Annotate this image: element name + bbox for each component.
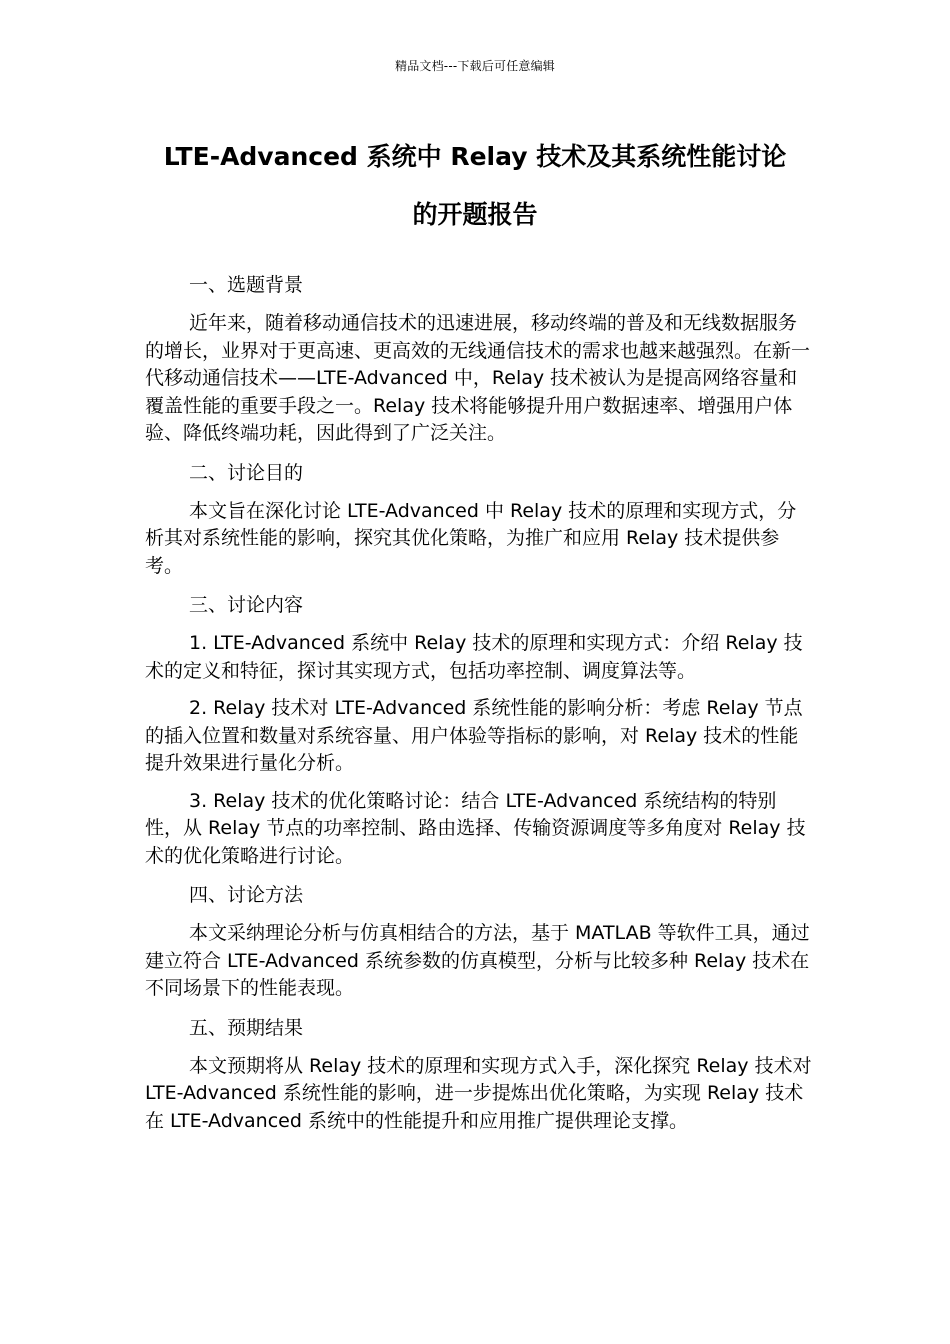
title-line-2: 的开题报告 [412, 200, 538, 229]
section-heading-method: 四、讨论方法 [189, 884, 304, 906]
paragraph-content-item-1: 1. LTE-Advanced 系统中 Relay 技术的原理和实现方式：介绍 Relay 技术的定义和特征，探讨其实现方式，包括功率控制、调度算法等。 [145, 632, 803, 682]
paragraph-content-item-3: 3. Relay 技术的优化策略讨论：结合 LTE-Advanced 系统结构的特别性，从 Relay 节点的功率控制、路由选择、传输资源调度等多角度对 Relay 技术的优化策略进行讨论。 [145, 789, 806, 867]
paragraph-method: 本文采纳理论分析与仿真相结合的方法，基于 MATLAB 等软件工具，通过建立符合 LTE-Advanced 系统参数的仿真模型，分析与比较多种 Relay 技术在不同场景下的性能表现。 [145, 922, 810, 999]
paragraph-purpose: 本文旨在深化讨论 LTE-Advanced 中 Relay 技术的原理和实现方式，分析其对系统性能的影响，探究其优化策略，为推广和应用 Relay 技术提供参考。 [145, 499, 797, 577]
section-heading-content: 三、讨论内容 [189, 594, 304, 616]
section-heading-purpose: 二、讨论目的 [189, 461, 304, 484]
paragraph-content-item-2: 2. Relay 技术对 LTE-Advanced 系统性能的影响分析：考虑 Relay 节点的插入位置和数量对系统容量、用户体验等指标的影响，对 Relay 技术的性能提升效果进行量化分析。 [145, 697, 803, 774]
title-line-1: LTE-Advanced 系统中 Relay 技术及其系统性能讨论 [163, 142, 787, 171]
section-heading-background: 一、选题背景 [189, 274, 304, 296]
document-body [145, 270, 813, 1135]
document-title [140, 135, 810, 237]
section-heading-expected-results: 五、预期结果 [189, 1016, 304, 1039]
header-note: 精品文档---下载后可任意编辑 [395, 59, 555, 73]
paragraph-background: 近年来，随着移动通信技术的迅速进展，移动终端的普及和无线数据服务的增长，业界对于更高速、更高效的无线通信技术的需求也越来越强烈。在新一代移动通信技术——LTE-Advanced 中，Relay 技术被认为是提高网络容量和覆盖性能的重要手段之一。Relay 技术将能够提升用户数据速率、增强用户体验、降低终端功耗，因此得到了广泛关注。 [145, 312, 811, 444]
paragraph-expected-results: 本文预期将从 Relay 技术的原理和实现方式入手，深化探究 Relay 技术对 LTE-Advanced 系统性能的影响，进一步提炼出优化策略，为实现 Relay 技术在 LTE-Advanced 系统中的性能提升和应用推广提供理论支撑。 [145, 1054, 812, 1132]
